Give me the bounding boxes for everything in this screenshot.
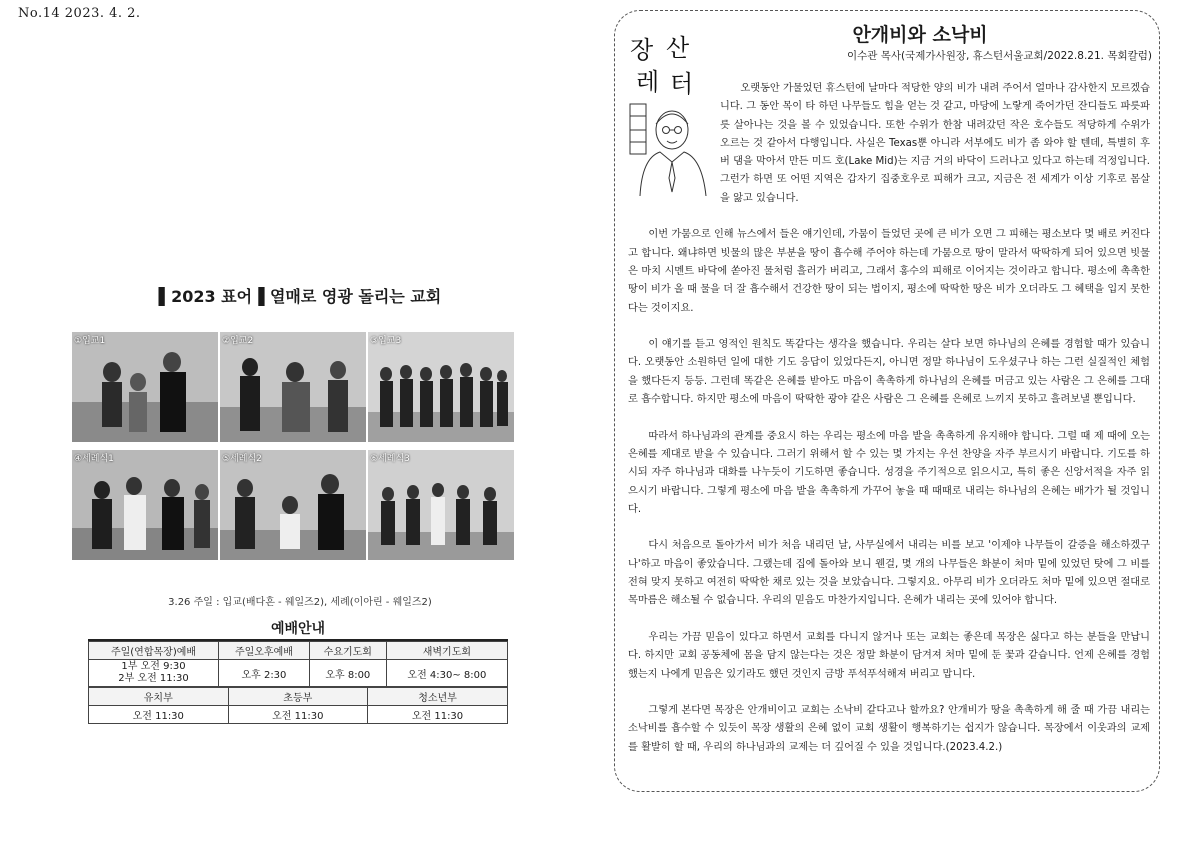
photo-caption: 3.26 주일 : 입교(배다흔 - 웨일즈2), 세례(이아린 - 웨일즈2)	[168, 597, 432, 608]
photo-label: ④세례식1	[74, 454, 114, 464]
motto-title: ▌2023 표어▐ 열매로 영광 돌리는 교회	[158, 287, 442, 306]
table-header: 새벽기도회	[386, 642, 507, 660]
table-header: 수요기도회	[309, 642, 386, 660]
logo-char: 레	[636, 68, 660, 96]
table-cell: 오전 4:30~ 8:00	[386, 660, 507, 687]
logo-char: 터	[670, 70, 694, 98]
table-header: 초등부	[228, 688, 368, 706]
article-paragraph: 우리는 가끔 믿음이 있다고 하면서 교회를 다니지 않거나 또는 교회는 좋은데 목장은 싫다고 하는 분들을 만납니다. 하지만 교회 공동체에 몸을 담지 않는다는 것은 정말 화분이 담겨져 처마 밑에 둔 꽃과 같습니다. 언제 은혜를 경험했는지 나에게 믿음은 있기라도 했던 것인지 금방 푸석푸석해져 버리고 맙니다.	[628, 631, 1150, 680]
article-paragraph: 이 얘기를 듣고 영적인 원칙도 똑같다는 생각을 했습니다. 우리는 살다 보면 하나님의 은혜를 경험할 때가 있습니다. 오랫동안 소원하던 일에 대한 기도 응답이 있었다든지, 아니면 정말 하나님이 도우셨구나 하는 그런 실질적인 체험을 했다든지 등등. 그런데 똑같은 은혜를 받아도 마음이 촉촉하게 하나님의 은혜를 머금고 있는 사람은 그 은혜를 그대로 흡수합니다. 하지만 평소에 마음이 딱딱한 광야 같은 사람은 그 은혜를 은혜로 느끼지 못하고 흘려보낼 뿐입니다.	[628, 339, 1150, 406]
article-paragraph: 다시 처음으로 돌아가서 비가 처음 내리던 날, 사무실에서 내리는 비를 보고 '이제야 나무들이 갈증을 해소하겠구나'하고 마음이 좋았습니다. 그랬는데 집에 돌아와 보니 웬걸, 몇 개의 나무들은 화분이 처마 밑에 있었던 탓에 그 비를 전혀 맞지 못하고 여전히 딱딱한 채로 있는 것을 보았습니다. 그렇지요. 아무리 비가 오더라도 처마 밑에 있으면 절대로 목마름은 해소될 수 없습니다. 우리의 믿음도 마찬가지입니다. 은혜가 내리는 곳에 있어야 합니다.	[628, 540, 1150, 607]
article-paragraph: 따라서 하나님과의 관계를 중요시 하는 우리는 평소에 마음 밭을 촉촉하게 유지해야 합니다. 그럴 때 제 때에 오는 은혜를 제대로 받을 수 있습니다. 그러기 위해서 할 수 있는 몇 가지는 우선 찬양을 자주 부르시기 바랍니다. 기도를 하시되 자주 하나님과 대화를 나누듯이 기도하면 좋습니다. 성경을 주기적으로 읽으시고, 특히 좋은 신앙서적을 자주 읽으시기 바랍니다. 그렇게 평소에 마음 밭을 촉촉하게 가꾸어 놓을 때 때때로 내리는 하나님의 은혜는 배가가 될 것입니다.	[628, 430, 1150, 515]
photo-baptism-3-image	[368, 450, 514, 560]
logo-char: 산	[666, 34, 690, 62]
photo-label: ①입교1	[74, 336, 106, 346]
photo-baptism-1-image	[72, 450, 218, 560]
photo-label: ②입교2	[222, 336, 254, 346]
photo-confirmation-2-image	[220, 332, 366, 442]
photo-baptism-3	[368, 450, 514, 560]
logo-char: 장	[630, 36, 654, 64]
table-cell	[89, 660, 219, 687]
photo-label: ⑥세례식3	[370, 454, 410, 464]
photo-label: ③입교3	[370, 336, 402, 346]
article-paragraph: 오랫동안 가물었던 휴스턴에 날마다 적당한 양의 비가 내려 주어서 얼마나 감사한지 모르겠습니다. 그 동안 목이 타 하던 나무들도 힘을 얻는 것 같고, 마당에 노랗게 죽어가던 잔디들도 파릇파릇 살아나는 것을 볼 수 있었습니다. 또한 수위가 한참 내려갔던 작은 호수들도 적당하게 수위가 오르는 것 같아서 다행입니다. 사실은 Texas뿐 아니라 서부에도 비가 좀 와야 할 텐데, 특별히 후버 댐을 막아서 만든 미드 호(Lake Mid)는 지금 거의 바닥이 드러나고 있다고 하는데 걱정입니다. 그런가 하면 또 어떤 지역은 갑자기 집중호우로 피해가 크고, 지금은 전 세계가 이상 기후로 몸살을 앓고 있습니다.	[720, 83, 1150, 204]
photo-grid	[72, 332, 522, 572]
table-cell: 오전 11:30	[368, 706, 508, 724]
photo-confirmation-3	[368, 332, 514, 442]
photo-baptism-2	[220, 450, 366, 560]
service-time-1: 1부 오전 9:30	[121, 661, 186, 672]
table-header: 주일오후예배	[219, 642, 310, 660]
article-body	[628, 80, 1150, 775]
article-title: 안개비와 소낙비	[852, 24, 988, 46]
article-paragraph: 그렇게 본다면 목장은 안개비이고 교회는 소낙비 같다고나 할까요? 안개비가 땅을 촉촉하게 해 줄 때 가끔 내리는 소낙비를 흡수할 수 있듯이 목장 생활의 은혜 없이 교회 생활이 행복하기는 쉽지가 않습니다. 목장에서 이웃과의 교제를 활발히 할 때, 우리의 하나님과의 교제는 더 깊어질 수 있을 것입니다.(2023.4.2.)	[628, 705, 1150, 753]
article-paragraph: 이번 가뭄으로 인해 뉴스에서 들은 얘기인데, 가뭄이 들었던 곳에 큰 비가 오면 그 피해는 평소보다 몇 배로 커진다고 합니다. 왜냐하면 빗물의 많은 부분을 땅이 흡수해 주어야 하는데 가뭄으로 땅이 말라서 딱딱하게 되어 있으면 빗물은 마치 시멘트 바닥에 쏟아진 물처럼 흘러가 버리고, 그래서 홍수의 피해로 이어지는 것이라고 합니다. 평소에 촉촉한 땅이 비가 올 때 물을 더 잘 흡수해서 건강한 땅이 되는 법이지, 평소에 딱딱한 땅은 비가 오더라도 그 혜택을 입지 못한다는 것이지요.	[628, 229, 1150, 314]
service-time-2: 2부 오전 11:30	[118, 673, 189, 684]
table-cell: 오전 11:30	[89, 706, 229, 724]
table-cell: 오후 2:30	[219, 660, 310, 687]
table-cell: 오후 8:00	[309, 660, 386, 687]
photo-label: ⑤세례식2	[222, 454, 262, 464]
table-header: 유치부	[89, 688, 229, 706]
worship-schedule	[88, 618, 508, 724]
photo-confirmation-1-image	[72, 332, 218, 442]
worship-table-main	[88, 641, 508, 687]
photo-confirmation-3-image	[368, 332, 514, 442]
table-header: 주일(연합목장)예배	[89, 642, 219, 660]
photo-confirmation-2	[220, 332, 366, 442]
photo-baptism-2-image	[220, 450, 366, 560]
issue-number: No.14 2023. 4. 2.	[18, 6, 141, 21]
worship-table-children	[88, 687, 508, 724]
photo-confirmation-1	[72, 332, 218, 442]
portrait-float-spacer	[628, 80, 720, 198]
photo-baptism-1	[72, 450, 218, 560]
article-byline: 이수관 목사(국제가사원장, 휴스턴서울교회/2022.8.21. 목회칼럼)	[846, 50, 1152, 62]
table-header: 청소년부	[368, 688, 508, 706]
table-cell: 오전 11:30	[228, 706, 368, 724]
worship-schedule-title: 예배안내	[88, 618, 508, 641]
